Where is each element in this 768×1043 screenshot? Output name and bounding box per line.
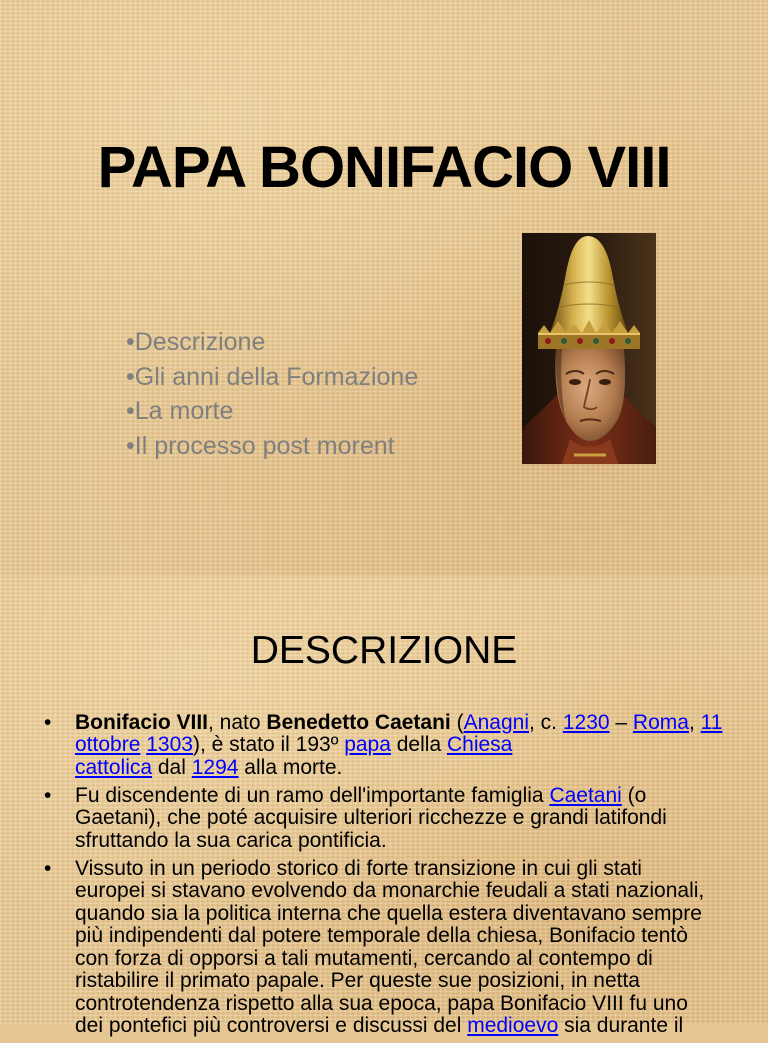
body-bullet — [0, 712, 768, 780]
slide-title: DESCRIZIONE — [250, 628, 518, 672]
text-segment: sia durante il — [558, 1014, 684, 1038]
link-1230[interactable]: 1230 — [562, 710, 610, 734]
slide-title: PAPA BONIFACIO VIII — [97, 135, 671, 200]
text-line — [75, 948, 768, 971]
text-line — [75, 807, 768, 830]
body-bullet — [0, 785, 768, 853]
text-line — [75, 858, 768, 881]
contents-item-descrizione: •Descrizione — [126, 328, 266, 356]
text-segment: Fu discendente di un ramo dell'importante famiglia — [75, 783, 550, 807]
text-line — [75, 734, 768, 757]
link-1303[interactable]: 1303 — [146, 733, 193, 757]
text-segment: sfruttando la sua carica pontificia. — [75, 828, 387, 852]
contents-item-formazione: •Gli anni della Formazione — [126, 362, 419, 391]
text-line — [75, 712, 768, 735]
text-segment: alla morte. — [238, 755, 343, 779]
link-caetani[interactable]: Caetani — [549, 783, 622, 807]
text-segment: ( — [450, 710, 464, 734]
text-line — [75, 785, 768, 808]
text-segment: Gaetani), che poté acquisire ulteriori ricchezze e grandi latifondi — [75, 806, 667, 830]
text-line — [75, 830, 768, 853]
slide-descrizione — [0, 576, 768, 1038]
text-segment: con forza di opporsi a tali mutamenti, cercando al contempo di — [75, 946, 653, 970]
text-line — [75, 757, 768, 780]
link-medioevo[interactable]: medioevo — [467, 1014, 559, 1038]
text-segment: più indipendenti dal potere temporale della chiesa, Bonifacio tentò — [75, 924, 688, 948]
body-text — [0, 712, 768, 1043]
text-segment: , nato — [208, 710, 267, 734]
text-segment: controtendenza rispetto alla sua epoca, papa Bonifacio VIII fu uno — [75, 991, 688, 1015]
link-papa[interactable]: papa — [344, 733, 391, 757]
text-segment: (o — [621, 783, 647, 807]
contents-list — [126, 325, 418, 464]
text-segment: – — [609, 710, 633, 734]
link-ottobre[interactable]: ottobre — [75, 733, 141, 757]
text-segment: Vissuto in un periodo storico di forte transizione in cui gli stati — [75, 856, 642, 880]
text-segment: europei si stavano evolvendo da monarchie feudali a stati nazionali, — [75, 879, 705, 903]
text-segment: dal — [152, 755, 192, 779]
text-line — [75, 880, 768, 903]
link-cattolica[interactable]: cattolica — [75, 755, 153, 779]
text-segment: quando sia la politica interna che quella estera diventavano sempre — [75, 901, 702, 925]
text-segment: dei pontefici più controversi e discussi del — [75, 1014, 468, 1038]
bold-text: Bonifacio VIII — [75, 710, 209, 734]
link-anagni[interactable]: Anagni — [463, 710, 529, 734]
text-segment: ), è stato il 193º — [192, 733, 345, 757]
text-segment: , — [688, 710, 701, 734]
link-roma[interactable]: Roma — [632, 710, 689, 734]
body-bullet — [0, 858, 768, 1038]
text-segment: ristabilire il primato papale. Per queste sue posizioni, in netta — [75, 969, 640, 993]
bullet-glyph: • — [44, 783, 52, 807]
text-line — [75, 903, 768, 926]
bullet-glyph: • — [44, 856, 52, 880]
contents-item-processo: •Il processo post morent — [126, 432, 395, 461]
link-11[interactable]: 11 — [700, 710, 723, 734]
portrait-image — [522, 233, 656, 464]
link-1294[interactable]: 1294 — [191, 755, 239, 779]
text-line — [75, 993, 768, 1016]
text-segment: della — [390, 733, 447, 757]
bullet-glyph: • — [44, 710, 52, 734]
text-line — [75, 925, 768, 948]
bold-text: Benedetto Caetani — [266, 710, 451, 734]
link-chiesa[interactable]: Chiesa — [446, 733, 513, 757]
text-line — [75, 970, 768, 993]
text-line — [75, 1015, 768, 1038]
contents-item-morte: •La morte — [126, 397, 234, 426]
text-segment: , c. — [529, 710, 563, 734]
